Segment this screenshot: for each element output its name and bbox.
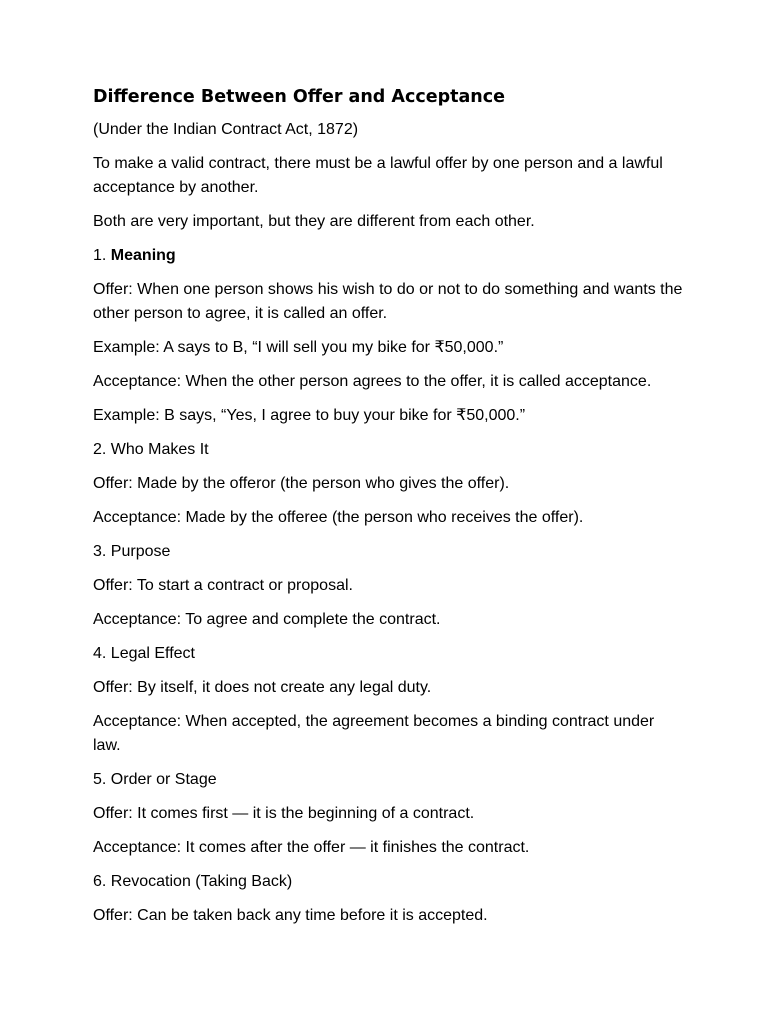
section-2-acceptance: Acceptance: Made by the offeree (the person who receives the offer). (93, 509, 584, 526)
section-2-offer: Offer: Made by the offeror (the person who gives the offer). (93, 475, 510, 492)
intro-paragraph-1: To make a valid contract, there must be a lawful offer by one person and a lawful acceptance by another. (93, 155, 663, 196)
section-5-heading: 5. Order or Stage (93, 771, 217, 788)
document-subtitle: (Under the Indian Contract Act, 1872) (93, 121, 359, 138)
section-3-offer: Offer: To start a contract or proposal. (93, 577, 353, 594)
section-1-acceptance-example: Example: B says, “Yes, I agree to buy your bike for ₹50,000.” (93, 407, 526, 424)
section-3-heading: 3. Purpose (93, 543, 171, 560)
intro-paragraph-2: Both are very important, but they are different from each other. (93, 213, 535, 230)
section-3-acceptance: Acceptance: To agree and complete the contract. (93, 611, 441, 628)
document-title: Difference Between Offer and Acceptance (93, 87, 505, 107)
section-1-offer: Offer: When one person shows his wish to do or not to do something and wants the other person to agree, it is called an offer. (93, 281, 683, 322)
document-page (93, 85, 683, 938)
section-1-offer-example: Example: A says to B, “I will sell you my bike for ₹50,000.” (93, 339, 504, 356)
section-1-acceptance: Acceptance: When the other person agrees to the offer, it is called acceptance. (93, 373, 652, 390)
section-1-number: 1. (93, 247, 111, 264)
section-4-heading: 4. Legal Effect (93, 645, 195, 662)
section-4-offer: Offer: By itself, it does not create any legal duty. (93, 679, 432, 696)
section-6-heading: 6. Revocation (Taking Back) (93, 873, 293, 890)
section-1-heading (93, 244, 683, 268)
section-1-title: Meaning (110, 247, 176, 264)
section-6-offer: Offer: Can be taken back any time before it is accepted. (93, 907, 488, 924)
section-4-acceptance: Acceptance: When accepted, the agreement becomes a binding contract under law. (93, 713, 655, 754)
section-2-heading: 2. Who Makes It (93, 441, 209, 458)
section-5-acceptance: Acceptance: It comes after the offer — it finishes the contract. (93, 839, 530, 856)
section-5-offer: Offer: It comes first — it is the beginning of a contract. (93, 805, 475, 822)
